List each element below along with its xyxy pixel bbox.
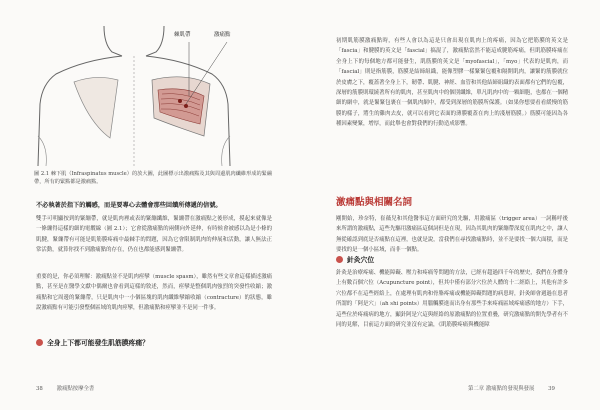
- right-paragraph-3: 針灸是治療疼痛、機能障礙、壓力和疼痛等問題的方法，已經有超過四千年的歷史，我們在身體身上有數百個穴位（Acupuncture point），但其中僅有部分穴位於人體的十二經絡上，其他有許多穴位都不在這些經絡上，在處理有肌肉和骨胳疼痛或機能障礙問題的病患時，針灸師會週過在患者所謂的「阿是穴」（ah shi points）用腦觸膜進而出身有那些手來疼痛區域疼痛感的地方）下手，這些位於疼痛病的地方，顯針阿是穴這與經絡的原激痛點的位置重疊，研究激痛點的開先學者有不同的見解，目前這方面的研究並沒有定論，《肌筋膜疼痛與機能障: [336, 270, 568, 329]
- section-title: 激痛點與相關名詞: [336, 197, 413, 208]
- taut-band-label: 棘肌帶: [174, 32, 191, 38]
- lead-sentence: 不必執著於指下的觸感，而是要專心去體會那些回饋所傳遞的信號。: [36, 202, 222, 209]
- trigger-point-label: 激痛點: [214, 32, 231, 38]
- question-heading-text: 全身上下都可能發生肌筋膜疼痛？: [47, 339, 149, 347]
- chapter-title: 第二章 激痛點的發現與發展: [468, 386, 535, 392]
- left-paragraph-1: 雙手可明顯按到的緊繃帶，就是肌肉裡或表的緊繃纖維，緊繃帶在激痛點之後形成，摸起來就像是一條繃得這樣的細的電纜線（圖 2.1）；它會從激痛點的兩側向外延伸，有時候會被感以為是小條的肌腱，緊繃帶有可能是肌筋膜疼痛中最棘手的問題，因為它會限制肌肉的伸展和活動，讓人無法正常活動，就算你找不到激痛點的存在，仍在也都能感到緊繃帶。: [36, 216, 272, 254]
- book-title: 激痛點按摩全書: [56, 386, 95, 392]
- anatomy-figure: [34, 26, 264, 166]
- left-page-number: 38: [36, 386, 43, 392]
- left-footer: [36, 384, 94, 392]
- caption-number: 圖 2.1: [34, 171, 50, 177]
- right-paragraph-1: 初期肌筋膜激痛點時，有些人會以為這是只會出現在肌肉上的疼痛，因為它把筋膜的英文是「fascia」和腱膜的英文是「fascial」搞混了，激痛點當然不能這成腱筋疼痛，但肌筋膜疼痛在全身上下的每個地方都可能發生，肌筋膜的英文是「myofascial」，「myo」代表的是肌肉，而「fascial」則是指筋膜，筋膜是結締組織，能像塑膠一樣緊緊包覆和隔開肌肉，讓緊的筋膜就位於皮膚之下，覆蓋著全身上下，韌帶、肌腱、神經、血管和其他結締組織的表面都有它們的包覆，深層的筋膜則環繞著所有的肌肉，甚至肌肉中的個別纖維，單凡肌肉中的一顆細胞，也都在一個精細的網中，就是緊緊包裹在一個肌肉網中，都受到深層的筋膜所保護。（如果你想要看看緩慢的筋膜的樣子，將生的雞肉去皮，就可以看到它表面的薄膜覆蓋在肉上的淺層筋膜。）筋膜可能因為各種因素變緊，增厚，而此舉也會對我們的行動造成影響。: [336, 38, 568, 128]
- bullet-icon: [336, 256, 343, 263]
- left-paragraph-2: 重要的是，你必須理解：激痛點並不是肌肉痙攣（muscle spasm），雖然有些文章會這樣描述激痛點，甚至是在醫學文獻中偶爾也會看到這樣的敘述，然而，痙攣是整個肌肉強烈的突發性收縮；激痛點和它周邊的緊繃帶，只是肌肉中一小個區塊的肌肉纖維攣縮收縮（contracture）的狀態，雖說激痛點有可能引發整個區域的肌肉痙攣，但激痛點和痙攣並不是同一件事。: [36, 274, 272, 312]
- caption-text: 棘下肌（Infraspinatus muscle）的放大圖，此圖標示出激痛點及其與周邊肌肉纖維形成的緊繃帶，所有的緊點都是激痛點。: [34, 171, 273, 185]
- right-paragraph-2: 剛開始，珍奈特，崔薇兒和其他醫事這方面研究的先驅，用激痛區（trigger area）一詞稱呼後來所謂的激痛點，這些先驅用激痛區這個詞但是在現，因為其肌肉的緊繃帶深度在肌肉之中，讓人無從確認到底是否痛點在這裡，也就是說，當我們在尋找激痛點時，並不是要找一個大面積，而是要找的是一個小區域，而非一個點。: [336, 216, 568, 254]
- figure-caption: [34, 170, 272, 186]
- acupuncture-heading-text: 針灸穴位: [347, 256, 375, 264]
- right-footer: [468, 384, 555, 392]
- bullet-icon: [36, 339, 43, 346]
- right-page-number: 39: [548, 386, 555, 392]
- question-heading: [36, 337, 149, 347]
- acupuncture-heading: [336, 254, 374, 264]
- back-muscle-illustration: [34, 26, 264, 166]
